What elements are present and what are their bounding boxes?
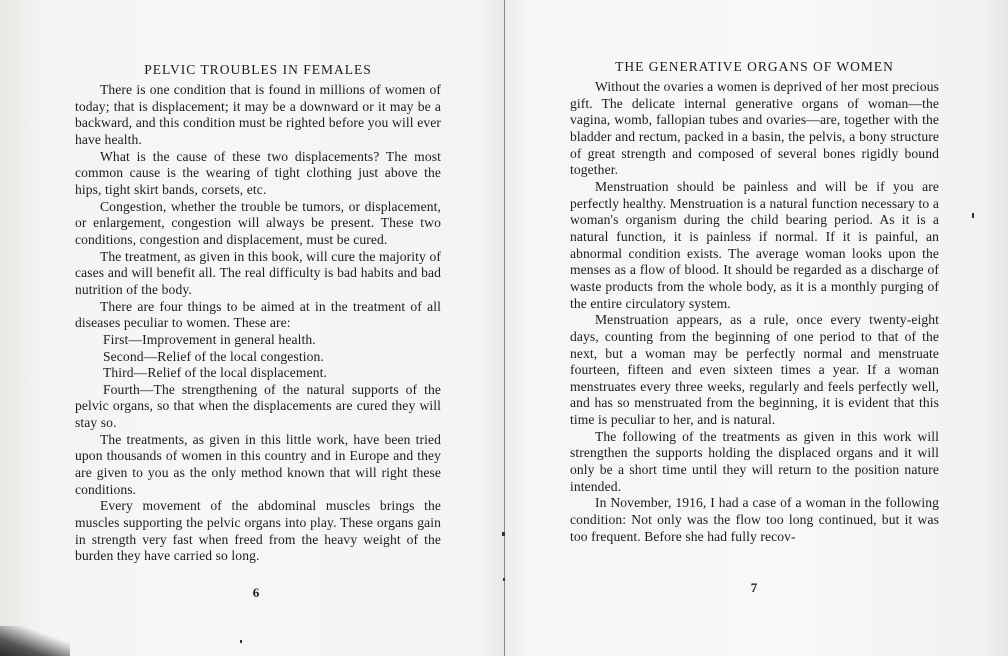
paragraph: In November, 1916, I had a case of a woman in the following condition: Not only was the flow too long continued, but it was too frequent. Before she had fully recov- <box>570 495 939 544</box>
paragraph: Menstruation appears, as a rule, once every twenty-eight days, counting from the beginning of one period to that of the next, but a woman may be perfectly normal and menstruate fourteen, fifteen and even sixteen times a year. If a woman menstruates every three weeks, regularly and feels perfectly well, and has so menstruated from the beginning, it is evident that this time is peculiar to her, and is natural. <box>570 312 939 428</box>
page-corner-shadow <box>0 626 70 656</box>
paragraph: Without the ovaries a women is deprived of her most precious gift. The delicate internal generative organs of woman—the vagina, womb, fallopian tubes and ovaries—are, together with the bladder and rectum, packed in a basin, the pelvis, a bony structure of great strength and composed of several bones rigidly bound together. <box>570 79 939 178</box>
paragraph: The following of the treatments as given in this work will strengthen the supports holding the displaced organs and it will only be a short time until they will return to the position nature intended. <box>570 428 939 494</box>
list-item-third: Third—Relief of the local displacement. <box>103 365 327 381</box>
paragraph: There is one condition that is found in millions of women of today; that is displacement; it may be a downward or it may be a backward, and this condition must be righted before you will ever have health. <box>75 82 441 147</box>
paragraph: What is the cause of these two displacements? The most common cause is the wearing of tight clothing just above the hips, tight skirt bands, corsets, etc. <box>75 148 441 197</box>
left-page-text <box>75 62 441 565</box>
print-speck <box>972 213 974 218</box>
paragraph: Congestion, whether the trouble be tumors, or displacement, or enlargement, congestion will always be present. These two conditions, congestion and displacement, must be cured. <box>75 198 441 247</box>
page-number: 7 <box>750 580 758 595</box>
paragraph: Every movement of the abdominal muscles brings the muscles supporting the pelvic organs into play. These organs gain in strength very fast when freed from the heavy weight of the burden they have carried so long. <box>75 498 441 564</box>
paragraph: The treatment, as given in this book, will cure the majority of cases and will benefit all. The real difficulty is bad habits and bad nutrition of the body. <box>75 248 441 297</box>
list-item-second: Second—Relief of the local congestion. <box>103 348 324 364</box>
right-page-heading: THE GENERATIVE ORGANS OF WOMEN <box>615 59 894 74</box>
left-page-heading: PELVIC TROUBLES IN FEMALES <box>144 62 372 77</box>
list-item-first: First—Improvement in general health. <box>103 331 316 347</box>
paragraph: There are four things to be aimed at in the treatment of all diseases peculiar to women. These are: <box>75 298 441 331</box>
print-speck <box>240 640 242 643</box>
list-item-fourth: Fourth—The strengthening of the natural supports of the pelvic organs, so that when the displacements are cured they will stay so. <box>75 381 441 431</box>
page-number: 6 <box>252 585 260 600</box>
paragraph: Menstruation should be painless and will be if you are perfectly healthy. Menstruation is a natural function necessary to a woman's organism during the child bearing period. As it is a natural function, it is painless if normal. If it is painful, an abnormal condition exists. The average woman looks upon the menses as a flow of blood. It should be regarded as a discharge of waste products from the whole body, as it is a monthly purging of the entire circulatory system. <box>570 178 939 311</box>
paragraph: The treatments, as given in this little work, have been tried upon thousands of women in this country and in Europe and they are given to you as the only method known that will right these conditions. <box>75 431 441 497</box>
right-page <box>505 0 1008 656</box>
right-page-text <box>570 59 939 545</box>
